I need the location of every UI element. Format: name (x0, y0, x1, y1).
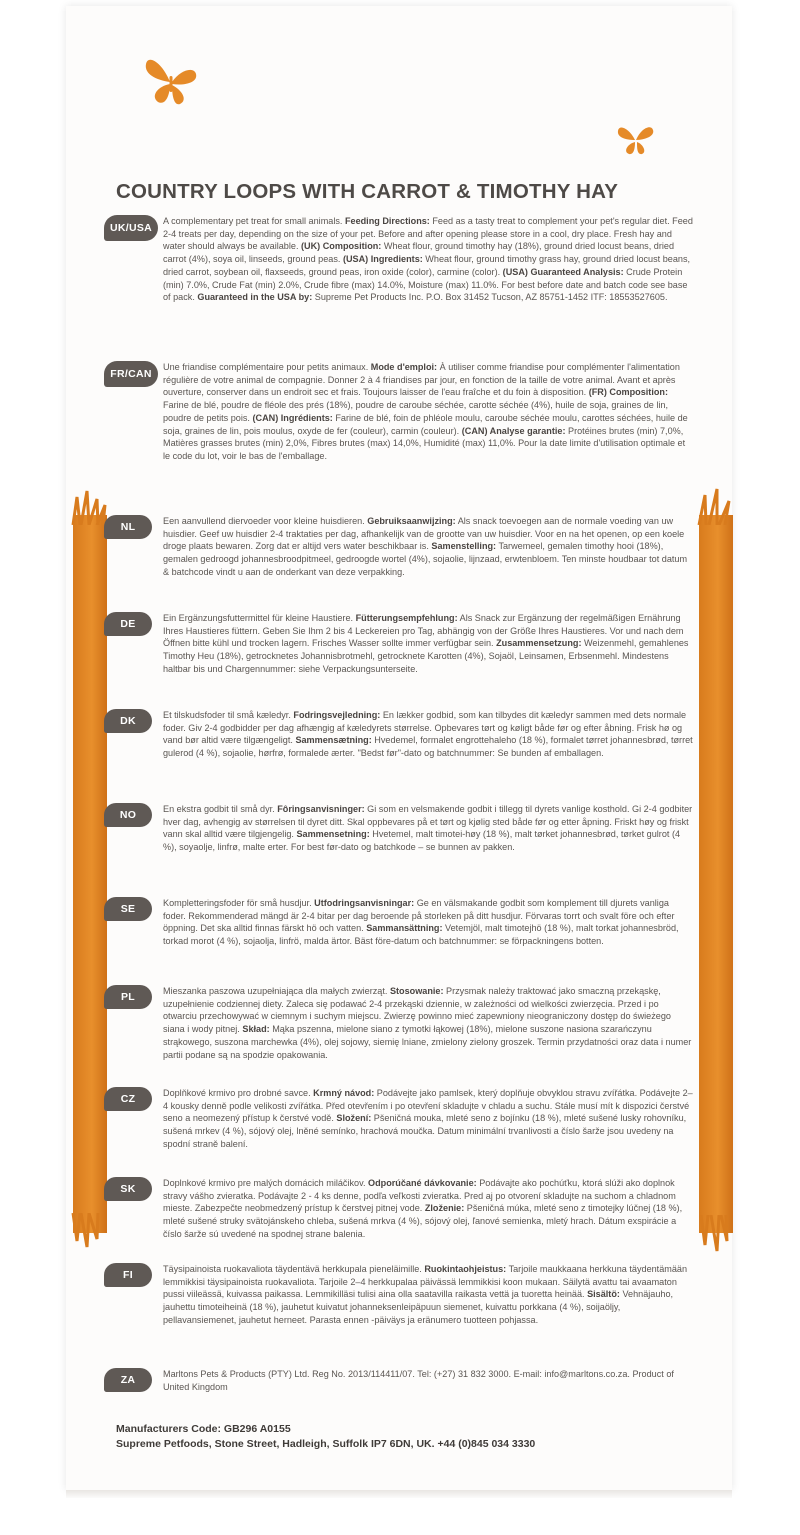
section-heading: Složení: (336, 1113, 372, 1124)
butterfly-icon (140, 52, 202, 108)
section-heading: Gebruiksaanwijzing: (367, 516, 456, 526)
language-section (104, 803, 694, 854)
section-body: Als Snack zur Ergänzung der regelmäßigen Ernährung Ihres Haustieres füttern. Geben Sie Ihm 2 bis 4 Leckereien pro Tag, abhängig von der Größe Ihres Haustieres. Vor und nach dem Öffnen bitte kühl und trocken lagern. Frisches Wasser sollte immer verfügbar sein. (163, 613, 684, 649)
language-section (104, 1368, 694, 1393)
language-section (104, 515, 694, 579)
grass-icon (693, 1215, 739, 1255)
language-section (104, 1177, 694, 1241)
section-heading: (USA) Ingredients: (342, 254, 423, 265)
section-body: Pšeničná mouka, mleté seno z bojínku (18 %), mleté sušené lusky rohovníku, sušená mrkev (4 %), sójový olej, lněné semínko, hrachová moučka. Datum minimální trvanlivosti a číslo šarže jsou uvedeny na spodní straně balení. (163, 1113, 687, 1149)
section-heading: Guaranteed in the USA by: (197, 292, 313, 303)
section-heading: Sammansättning: (366, 923, 443, 934)
section-body: Supreme Pet Products Inc. P.O. Box 31452 Tucson, AZ 85751-1452 ITF: 18553527605. (312, 292, 668, 303)
section-body: Tarwemeel, gemalen timothy hooi (18%), gemalen gedroogd johannesbroodpitmeel, gedroogde wortel (4%), sojaolie, lijnzaad, erwtenbloem. Ten minste houdbaar tot datum & batchcode vindt u aan de onderkant van deze verpakking. (163, 541, 688, 577)
butterfly-icon (615, 122, 657, 158)
section-body: Pšeničná múka, mleté seno z timotejky lúčnej (18 %), mleté sušené struky svätojánskeho chleba, sušená mrkva (4 %), sójový olej, ľanové semienka, mletý hrach. Dátum exspirácie a číslo šarže sú uvedené na spodnej strane balenia. (163, 1203, 683, 1239)
language-section (104, 709, 694, 760)
product-title: COUNTRY LOOPS WITH CARROT & TIMOTHY HAY (116, 180, 619, 203)
section-heading: Sammensetning: (296, 829, 370, 840)
manufacturer-address: Supreme Petfoods, Stone Street, Hadleigh, Suffolk IP7 6DN, UK. +44 (0)845 034 3330 (116, 1438, 536, 1450)
language-code-badge: FI (104, 1263, 152, 1287)
section-heading: Zusammensetzung: (496, 638, 582, 649)
language-code-badge: PL (104, 985, 152, 1009)
section-body: En ekstra godbit til små dyr. (163, 804, 278, 814)
section-heading: Utfodringsanvisningar: (314, 898, 415, 908)
language-code-badge: SE (104, 897, 152, 921)
language-code-badge: SK (104, 1177, 152, 1201)
section-body: Hvedemel, formalet engrottehaleho (18 %), formalet tørret johannesbrød, tørret gulerod (4 %), sojaolie, hørfrø, formalede ærter. "Bedst før"-dato og batchnummer: Se bunden af emballagen. (163, 735, 693, 759)
section-heading: Fütterungsempfehlung: (355, 613, 458, 623)
language-section (104, 612, 694, 676)
section-body: Hvetemel, malt timotei-høy (18 %), malt tørket johannesbrød, tørket gulrot (4 %), soyaolje, linfrø, malte erter. For best før-dato og batchkode – se bunnen av pakken. (163, 829, 681, 853)
section-heading: Skład: (242, 1024, 270, 1035)
section-heading: (CAN) Analyse garantie: (461, 425, 566, 436)
language-section (104, 1263, 694, 1327)
section-body: Crude Protein (min) 7.0%, Crude Fat (min) 2.0%, Crude fibre (max) 14.0%, Moisture (max) 11.0%. For best before date and batch code see base of pack. (163, 266, 688, 303)
section-text (163, 612, 694, 676)
language-code-badge: FR/CAN (104, 361, 158, 387)
language-code-badge: NL (104, 515, 152, 539)
orange-stripe-left (73, 515, 107, 1233)
section-text (163, 361, 694, 463)
section-text (163, 709, 694, 760)
language-section (104, 215, 694, 304)
section-body: Wheat flour, ground timothy hay (18%), ground dried locust beans, dried carrot (4%), soya oil, linseeds, ground peas. (163, 241, 675, 265)
section-body: Tarjoile maukkaana herkkuna täydentämään lemmikkisi täysipainoista ruokavaliota. Tarjoile 2–4 herkkupalaa päivässä lemmikkisi koon mukaan. Säilytä avattu tai avaamaton pussi viileässä, kuivassa paikassa. Lemmikilläsi tulisi aina olla saatavilla raikasta vettä ja tuoretta heinää. (163, 1264, 688, 1300)
section-heading: (UK) Composition: (301, 241, 382, 252)
section-heading: Mode d'emploi: (370, 362, 438, 372)
section-body: Marltons Pets & Products (PTY) Ltd. Reg No. 2013/114411/07. Tel: (+27) 31 832 3000. E-mail: info@marltons.co.za. Product of United Kingdom (163, 1369, 674, 1392)
section-body: Ein Ergänzungsfuttermittel für kleine Haustiere. (163, 613, 356, 623)
section-body: Täysipainoista ruokavaliota täydentävä herkkupala pieneläimille. (163, 1264, 425, 1274)
section-heading: Feeding Directions: (344, 216, 430, 226)
section-body: Et tilskudsfoder til små kæledyr. (163, 710, 294, 720)
section-heading: Odporúčané dávkovanie: (368, 1178, 477, 1188)
section-heading: Fodringsvejledning: (293, 710, 381, 720)
section-body: Mieszanka paszowa uzupełniająca dla małych zwierząt. (163, 986, 390, 996)
section-heading: Sisältö: (587, 1289, 620, 1300)
section-heading: Samenstelling: (431, 541, 497, 552)
language-section (104, 361, 694, 463)
section-body: Ge en välsmakande godbit som komplement till djurets vanliga foder. Rekommenderad mängd är 2-4 bitar per dag beroende på storleken på ditt husdjur. Förvaras torrt och svalt före och efter öppning. Det ska alltid finnas färskt hö och vatten. (163, 898, 675, 934)
language-code-badge: NO (104, 803, 152, 827)
section-heading: Stosowanie: (389, 986, 444, 996)
section-body: Farine de blé, poudre de fléole des prés (18%), poudre de caroube séchée, carotte séchée (4%), huile de soja, graines de lin, poudre de petits pois. (163, 400, 669, 423)
section-heading: Sammensætning: (295, 735, 372, 746)
section-text (163, 897, 694, 948)
section-heading: Fôringsanvisninger: (277, 804, 365, 814)
section-heading: (CAN) Ingrédients: (252, 412, 333, 423)
language-code-badge: CZ (104, 1087, 152, 1111)
section-body: Gi som en velsmakende godbit i tillegg til dyrets vanlige kosthold. Gi 2-4 godbiter hver dag, avhengig av størrelsen til dyret ditt. Skal oppbevares på et tørt og kjølig sted både før og etter åpning. Friskt høy og friskt vann skal alltid være tilgjengelig. (163, 804, 693, 840)
language-code-badge: UK/USA (104, 215, 158, 241)
section-text (163, 1087, 694, 1151)
section-body: Weizenmehl, gemahlenes Timothy Heu (18%), getrocknetes Johannisbrotmehl, getrocknete Karotten (4%), Sojaöl, Leinsamen, Erbsenmehl. Mindestens haltbar bis und Chargennummer: siehe Verpackungsunterseite. (163, 638, 689, 674)
orange-stripe-right (699, 515, 733, 1233)
section-text (163, 1177, 694, 1241)
section-text (163, 985, 694, 1061)
grass-icon (693, 485, 739, 525)
section-body: Vetemjöl, malt timotejhö (18 %), malt torkat johannesbröd, torkad morot (4 %), sojaolja, linfrö, malda ärtor. Bäst före-datum och batchnummer: se förpackningens botten. (163, 923, 679, 947)
section-heading: Zloženie: (424, 1203, 465, 1214)
section-body: Doplnkové krmivo pre malých domácich miláčikov. (163, 1178, 369, 1188)
section-body: Een aanvullend diervoeder voor kleine huisdieren. (163, 516, 368, 526)
section-body: A complementary pet treat for small animals. (163, 216, 345, 226)
language-section (104, 1087, 694, 1151)
section-text (163, 515, 694, 579)
section-body: Wheat flour, ground timothy grass hay, ground dried locust beans, dried carrot, soybean oil, flaxseeds, ground peas, iron oxide (color), carmine (color). (163, 254, 691, 277)
language-section (104, 897, 694, 948)
section-text (163, 215, 694, 304)
section-body: Podávejte jako pamlsek, který doplňuje obvyklou stravu zvířátka. Podávejte 2–4 kousky denně podle velikosti zvířátka. Před otevřením i po otevření skladujte v chladu a suchu. Stále musí mít k dispozici čerstvé seno a neomezený přístup k čerstvé vodě. (163, 1088, 693, 1124)
section-heading: (USA) Guaranteed Analysis: (502, 266, 624, 277)
footer (116, 1422, 676, 1452)
section-body: Podávajte ako pochúťku, ktorá slúži ako doplnok stravy vášho zvieratka. Podávajte 2 - 4 ks denne, podľa veľkosti zvieratka. Pred aj po otvorení skladujte na suchom a chladnom mieste. Zabezpečte neobmedzený prístup k čerstvej pitnej vode. (163, 1178, 676, 1214)
language-code-badge: ZA (104, 1368, 152, 1392)
section-body: En lækker godbid, som kan tilbydes dit kæledyr sammen med dets normale foder. Giv 2-4 godbidder per dag afhængig af kæledyrets størrelse. Opbevares tørt og køligt både før og efter åbning. Frisk hø og vand bør altid være tilgængeligt. (163, 710, 687, 746)
section-body: Kompletteringsfoder för små husdjur. (163, 898, 315, 908)
language-code-badge: DE (104, 612, 152, 636)
section-body: Przysmak należy traktować jako smaczną przekąskę, uzupełnienie codziennej diety. Zaleca się podawać 2-4 przekąski dziennie, w zależności od wielkości zwierzęcia. Przed i po otwarciu przechowywać w ciemnym i suchym miejscu. Zwierzę powinno mieć zapewniony nieograniczony dostęp do świeżego siana i wody pitnej. (163, 986, 671, 1035)
section-body: Mąka pszenna, mielone siano z tymotki łąkowej (18%), mielone suszone nasiona szarańczynu strąkowego, suszona marchewka (4%), olej sojowy, siemię lniane, zmielony zielony groszek. Termin przydatności oraz data i numer partii podane są na spodzie opakowania. (163, 1024, 692, 1060)
language-code-badge: DK (104, 709, 152, 733)
section-body: À utiliser comme friandise pour complémenter l'alimentation régulière de votre animal de compagnie. Donner 2 à 4 friandises par jour, en fonction de la taille de votre animal. Avant et après ouverture, conserver dans un endroit sec et frais. Toujours laisser de l'eau fraîche et du foin à disposition. (163, 362, 680, 398)
section-text (163, 1263, 694, 1327)
section-body: Feed as a tasty treat to complement your pet's regular diet. Feed 2-4 treats per day, depending on the size of your pet. Before and after opening please store in a cool, dry place. Fresh hay and water should always be available. (163, 216, 693, 252)
section-body: Une friandise complémentaire pour petits animaux. (163, 362, 371, 372)
section-body: Protéines brutes (min) 7,0%, Matières grasses brutes (min) 2,0%, Fibres brutes (max) 14,0%, Humidité (max) 11,0%. Pour la date limite d'utilisation optimale et le code du lot, voir le bas de l'emballage. (163, 425, 686, 461)
section-heading: Krmný návod: (313, 1088, 375, 1098)
section-body: Als snack toevoegen aan de normale voeding van uw huisdier. Geef uw huisdier 2-4 traktaties per dag, afhankelijk van de grootte van uw huisdier. Voor en na het openen, op een koele droge plaats bewaren. Zorg dat er altijd vers water beschikbaar is. (163, 516, 685, 552)
language-section (104, 985, 694, 1061)
section-body: Farine de blé, foin de phléole moulu, caroube séchée moulu, carottes séchées, huile de soja, graines de lin, pois moulus, oxyde de fer (couleur), carmin (couleur). (163, 412, 688, 436)
section-heading: (FR) Composition: (588, 387, 668, 398)
section-heading: Ruokintaohjeistus: (424, 1264, 507, 1274)
manufacturer-code: Manufacturers Code: GB296 A0155 (116, 1423, 291, 1435)
section-body: Doplňkové krmivo pro drobné savce. (163, 1088, 314, 1098)
section-body: Vehnäjauho, jauhettu timoteiheinä (18 %), jauhetut kuivatut johanneksenleipäpuun siemenet, kuivattu porkkana (4 %), soijaöljy, pellavansiemenet, jauhetut herneet. Parasta ennen -päiväys ja eränumero tuotteen pohjassa. (163, 1289, 674, 1325)
section-text (163, 1368, 694, 1393)
section-text (163, 803, 694, 854)
